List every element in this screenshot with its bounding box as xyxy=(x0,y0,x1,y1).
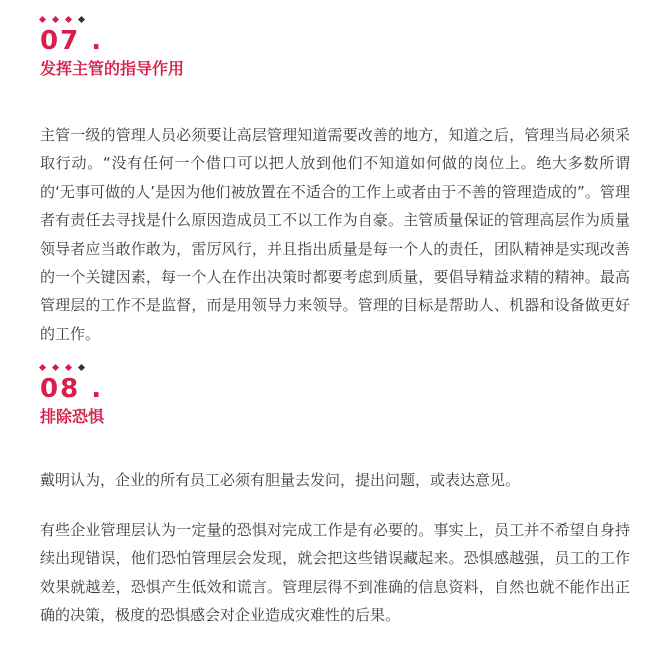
section-07-header xyxy=(40,14,630,80)
section-07-dots xyxy=(40,14,630,24)
section-number: 07 . xyxy=(40,26,104,56)
paragraph: 戴明认为，企业的所有员工必须有胆量去发问，提出问题，或表达意见。 xyxy=(40,471,521,489)
dot-icon xyxy=(65,363,72,370)
dot-icon xyxy=(52,363,59,370)
dot-icon xyxy=(78,363,85,370)
section-08-header xyxy=(40,362,630,428)
section-title: 发挥主管的指导作用 xyxy=(40,59,185,78)
paragraph: 主管一级的管理人员必须要让高层管理知道需要改善的地方，知道之后，管理当局必须采取行动。“没有任何一个借口可以把人放到他们不知道如何做的岗位上。绝大多数所谓的‘无事可做的人’是因为他们被放置在不适合的工作上或者由于不善的管理造成的”。管理者有责任去寻找是什么原因造成员工不以工作为自豪。主管质量保证的管理高层作为质量领导者应当敢作敢为，雷厉风行，并且指出质量是每一个人的责任，团队精神是实现改善的一个关键因素，每一个人在作出决策时都要考虑到质量，要倡导精益求精的精神。最高管理层的工作不是监督，而是用领导力来领导。管理的目标是帮助人、机器和设备做更好的工作。 xyxy=(40,126,630,343)
dot-icon xyxy=(39,363,46,370)
paragraph: 有些企业管理层认为一定量的恐惧对完成工作是有必要的。事实上，员工并不希望自身持续出现错误，他们恐怕管理层会发现，就会把这些错误藏起来。恐惧感越强，员工的工作效果就越差，恐惧产生低效和谎言。管理层得不到准确的信息资料，自然也就不能作出正确的决策，极度的恐惧感会对企业造成灾难性的后果。 xyxy=(40,521,630,625)
section-number: 08 . xyxy=(40,374,104,404)
dot-icon xyxy=(52,15,59,22)
section-08-dots xyxy=(40,362,630,372)
dot-icon xyxy=(39,15,46,22)
section-title: 排除恐惧 xyxy=(40,407,105,426)
dot-icon xyxy=(65,15,72,22)
dot-icon xyxy=(78,15,85,22)
